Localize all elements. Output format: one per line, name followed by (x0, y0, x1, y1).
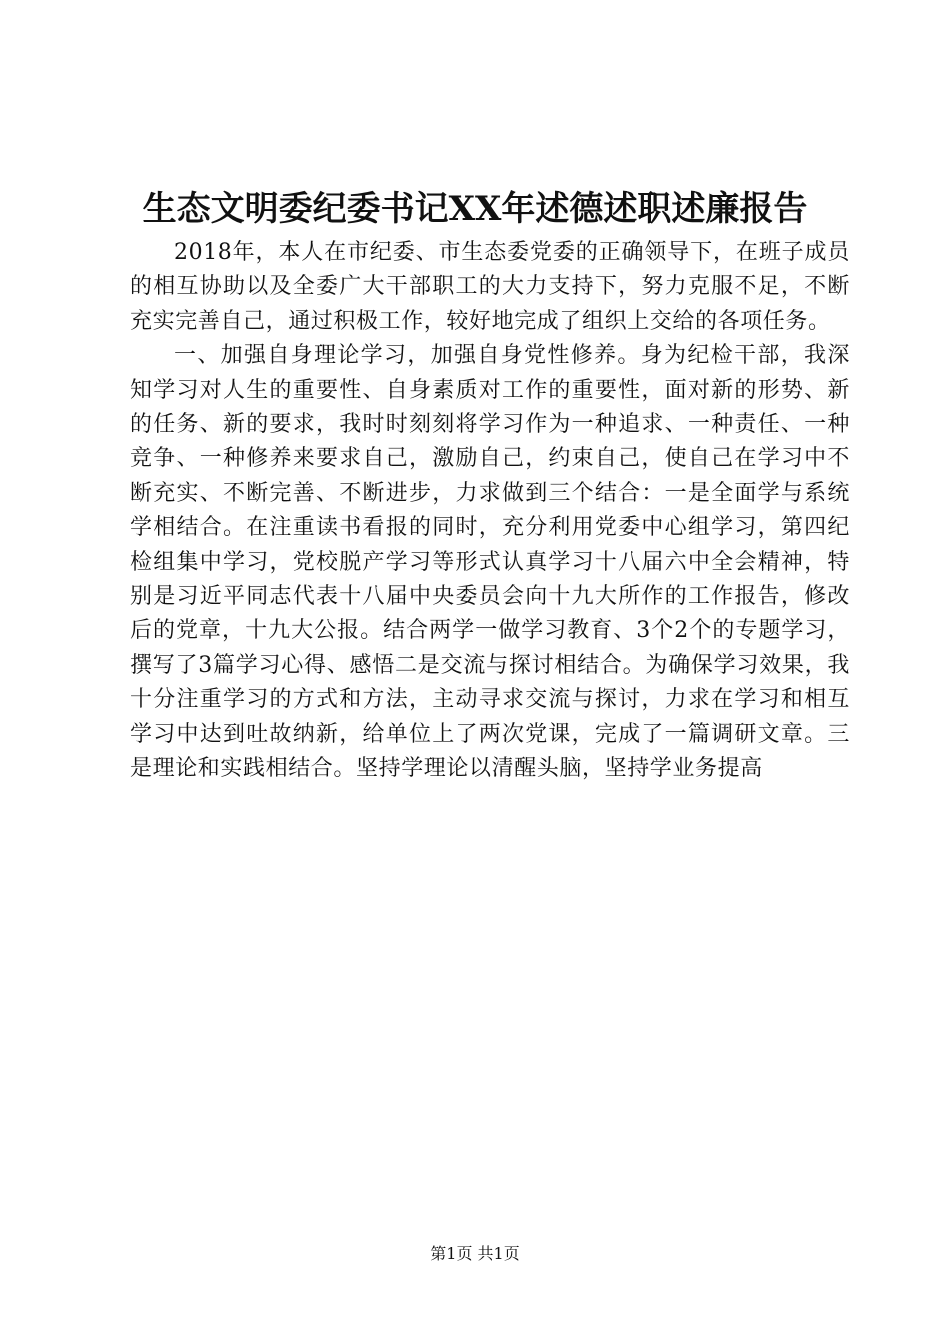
paragraph-section-1: 一、加强自身理论学习，加强自身党性修养。身为纪检干部，我深知学习对人生的重要性、自身素质对工作的重要性，面对新的形势、新的任务、新的要求，我时时刻刻将学习作为一种追求、一种责任、一种竞争、一种修养来要求自己，激励自己，约束自己，使自己在学习中不断充实、不断完善、不断进步，力求做到三个结合：一是全面学与系统学相结合。在注重读书看报的同时，充分利用党委中心组学习，第四纪检组集中学习，党校脱产学习等形式认真学习十八届六中全会精神，特别是习近平同志代表十八届中央委员会向十九大所作的工作报告，修改后的党章，十九大公报。结合两学一做学习教育、3个2个的专题学习，撰写了3篇学习心得、感悟二是交流与探讨相结合。为确保学习效果，我十分注重学习的方式和方法，主动寻求交流与探讨，力求在学习和相互学习中达到吐故纳新，给单位上了两次党课，完成了一篇调研文章。三是理论和实践相结合。坚持学理论以清醒头脑，坚持学业务提高 (130, 343, 850, 782)
document-title: 生态文明委纪委书记XX年述德述职述廉报告 (142, 189, 808, 229)
page-footer: 第1页 共1页 (430, 1244, 520, 1263)
document-body (130, 236, 850, 787)
paragraph-intro: 2018年，本人在市纪委、市生态委党委的正确领导下，在班子成员的相互协助以及全委广大干部职工的大力支持下，努力克服不足，不断充实完善自己，通过积极工作，较好地完成了组织上交给的各项任务。 (130, 240, 850, 334)
